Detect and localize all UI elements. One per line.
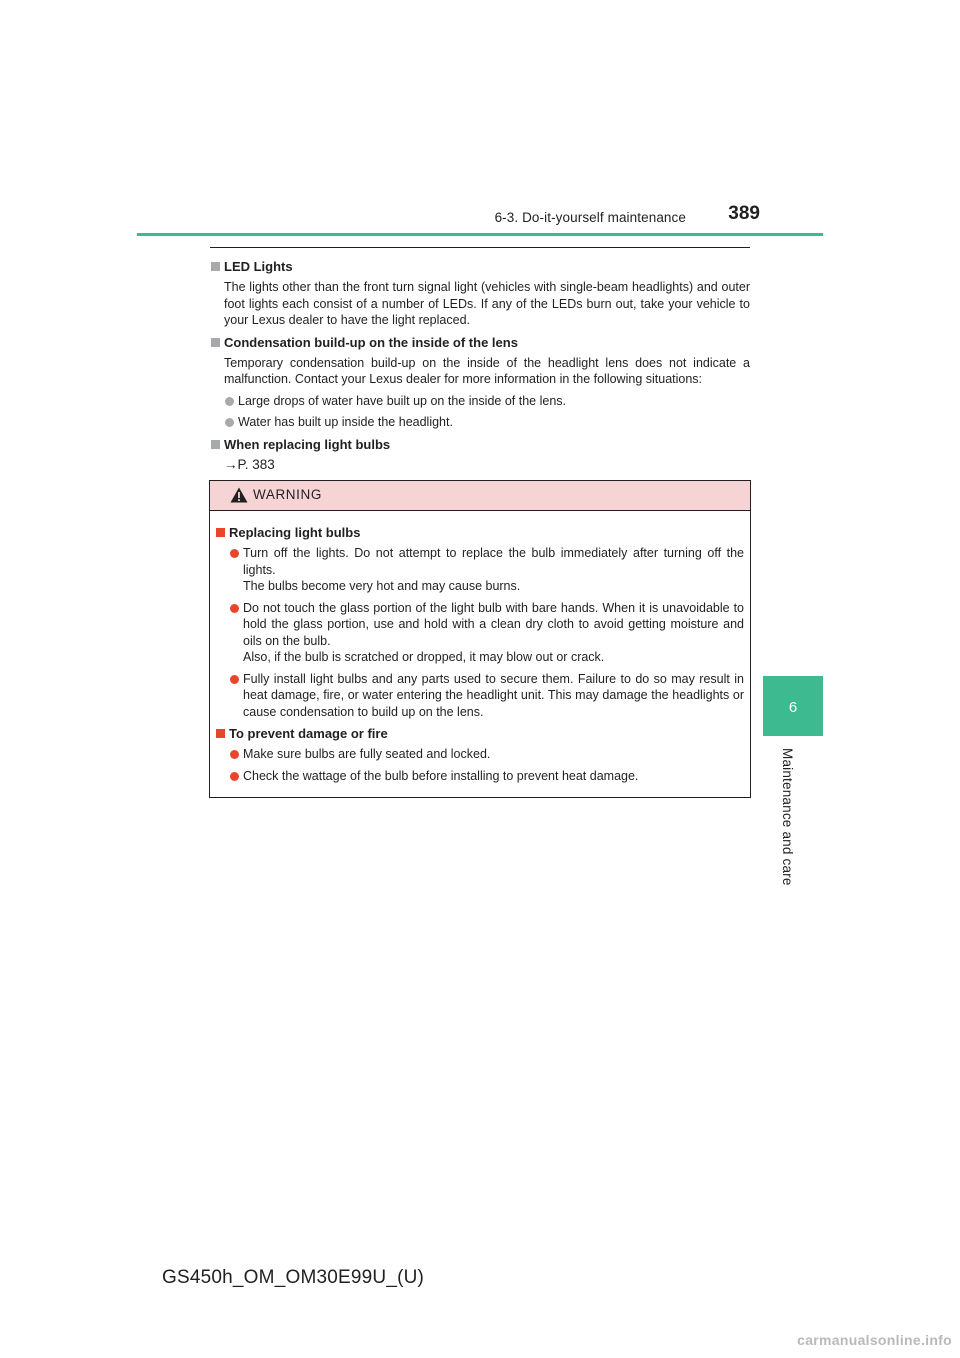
item-condensation: [210, 334, 750, 431]
page-header: [440, 200, 760, 230]
item-text: The lights other than the front turn signal light (vehicles with single-beam headlights) and outer foot lights each consist of a number of LEDs. If any of the LEDs burn out, take your vehicle to your Lexus dealer to have the light replaced.: [224, 280, 750, 327]
item-title: Condensation build-up on the inside of the lens: [210, 334, 750, 351]
square-bullet-icon: [211, 338, 220, 347]
item-led-lights: [210, 258, 750, 329]
list-item: Do not touch the glass portion of the light bulb with bare hands. When it is unavoidable to hold the glass portion, use and hold with a clean dry cloth to avoid getting moisture and oils on the bulb. Also, if the bulb is scratched or dropped, it may blow out or crack.: [216, 600, 744, 666]
round-bullet-icon: [230, 675, 239, 684]
warning-section-title: To prevent damage or fire: [216, 725, 744, 742]
square-bullet-icon: [216, 729, 225, 738]
list-item: Fully install light bulbs and any parts used to secure them. Failure to do so may result in heat damage, fire, or water entering the headlight unit. This may damage the headlights or cause condensation to build up on the lens.: [216, 671, 744, 721]
watermark: carmanualsonline.info: [797, 1332, 952, 1348]
list-item: Turn off the lights. Do not attempt to replace the bulb immediately after turning off the lights. The bulbs become very hot and may cause burns.: [216, 545, 744, 595]
section-title: 6-3. Do-it-yourself maintenance: [494, 210, 686, 225]
header-rule: [137, 233, 823, 236]
chapter-tab: 6: [763, 676, 823, 736]
list-item: Make sure bulbs are fully seated and locked.: [216, 746, 744, 763]
warning-label: WARNING: [253, 487, 322, 502]
round-bullet-icon: [225, 397, 234, 406]
list-item: Check the wattage of the bulb before installing to prevent heat damage.: [216, 768, 744, 785]
warning-header: [210, 481, 750, 511]
item-text: Temporary condensation build-up on the inside of the headlight lens does not indicate a malfunction. Contact your Lexus dealer for more information in the following situations:: [224, 355, 750, 386]
item-replacing-bulbs: [210, 436, 750, 472]
list-item: Water has built up inside the headlight.: [210, 414, 750, 431]
chapter-label: Maintenance and care: [780, 748, 795, 886]
square-bullet-icon: [216, 528, 225, 537]
item-title: LED Lights: [210, 258, 750, 275]
round-bullet-icon: [230, 750, 239, 759]
square-bullet-icon: [211, 440, 220, 449]
page-reference: →P. 383: [224, 456, 275, 472]
round-bullet-icon: [230, 604, 239, 613]
round-bullet-icon: [230, 772, 239, 781]
warning-section-title: Replacing light bulbs: [216, 524, 744, 541]
warning-box: [209, 480, 751, 798]
square-bullet-icon: [211, 262, 220, 271]
manual-code: GS450h_OM_OM30E99U_(U): [162, 1267, 425, 1288]
item-title: When replacing light bulbs: [210, 436, 750, 453]
main-content: [210, 247, 750, 472]
warning-body: [210, 511, 750, 784]
list-item: Large drops of water have built up on the inside of the lens.: [210, 393, 750, 410]
warning-triangle-icon: [230, 487, 248, 503]
round-bullet-icon: [225, 418, 234, 427]
content-top-rule: [210, 247, 750, 248]
round-bullet-icon: [230, 549, 239, 558]
page-number: 389: [728, 203, 760, 224]
